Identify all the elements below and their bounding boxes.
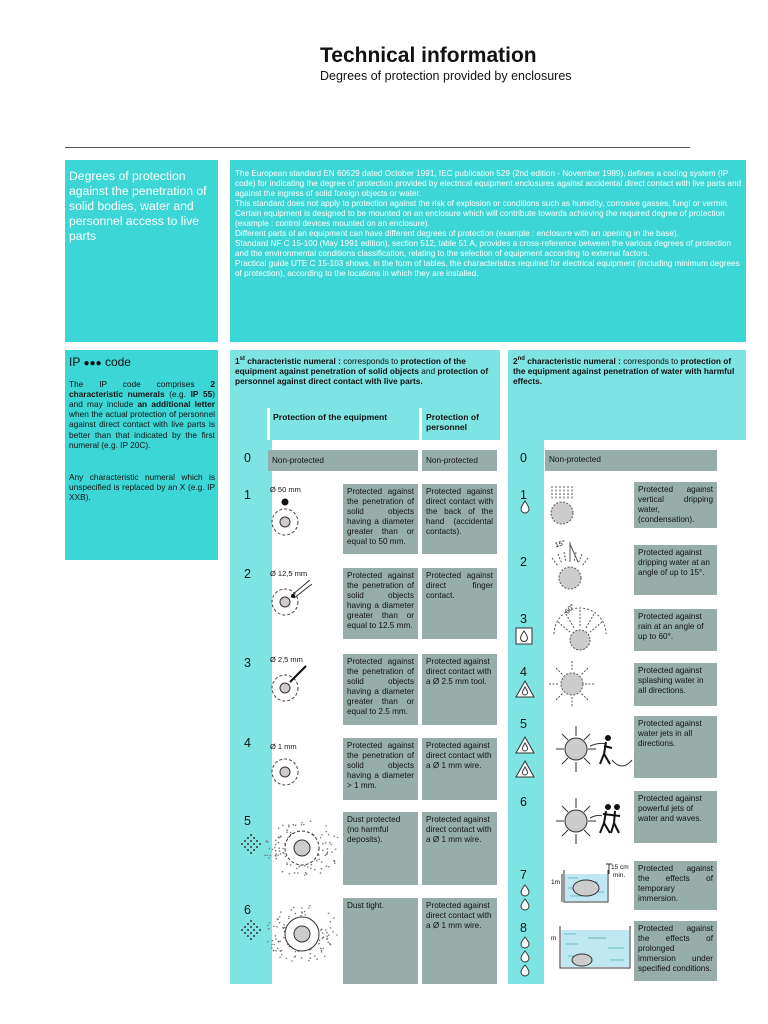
intro-paragraph: This standard does not apply to protection against the risk of explosion or conditions such as humidity, corrosive gasses, fungi or vermin. bbox=[235, 199, 730, 208]
first-numeral: 6 bbox=[244, 903, 251, 917]
splashing-water-diagram bbox=[548, 660, 596, 708]
equipment-protection-cell: Protected against the penetration of solid objects having a diameter greater than or equal to 12.5 mm. bbox=[343, 568, 418, 639]
water-protection-cell: Protected against powerful jets of water and waves. bbox=[634, 791, 717, 843]
diameter-label: Ø 12,5 mm bbox=[270, 569, 308, 578]
personnel-protection-cell: Protected against direct contact with a Ø 1 mm wire. bbox=[422, 812, 497, 885]
jet-triangle-icon bbox=[515, 736, 535, 754]
solid-object-12mm-diagram bbox=[266, 578, 316, 622]
solid-object-50mm-diagram bbox=[266, 494, 310, 538]
personnel-protection-cell: Non-protected bbox=[422, 450, 497, 471]
depth-label: 15 cm bbox=[611, 864, 629, 871]
powerful-jets-diagram bbox=[556, 796, 636, 846]
rain-drop-square-icon bbox=[515, 627, 533, 645]
intro-box bbox=[230, 160, 746, 342]
intro-paragraph: The European standard EN 60529 dated October 1991, IEC publication 529 (2nd edition - November 1989), defines a coding system (IP code) for indicating the degree of protection provided by electrical equipment enclosures against accidental direct contact with live parts and against the ingress of solid foreign objects or water. bbox=[235, 169, 742, 198]
dust-icon bbox=[240, 833, 262, 855]
diameter-label: Ø 1 mm bbox=[270, 742, 297, 751]
second-numeral: 6 bbox=[520, 795, 527, 809]
second-numeral: 1 bbox=[520, 488, 527, 502]
equipment-protection-subheading: Protection of the equipment bbox=[273, 412, 388, 422]
header-rule bbox=[65, 147, 690, 148]
intro-paragraph: Certain equipment is designed to be mounted on an enclosure which will contribute towards achieving the required degree of protection (example : control devices mounted on an enclosure). bbox=[235, 209, 725, 228]
first-numeral: 3 bbox=[244, 656, 251, 670]
intro-paragraph: Different parts of an equipment can have different degrees of protection (example : enclosure with an opening in the base). bbox=[235, 229, 679, 238]
water-drop-icon bbox=[519, 500, 531, 514]
immersion-drops-icon bbox=[519, 884, 531, 912]
water-protection-cell: Non-protected bbox=[545, 450, 717, 471]
divider bbox=[267, 408, 270, 440]
second-numeral: 7 bbox=[520, 868, 527, 882]
angle-label: 60° bbox=[564, 603, 577, 616]
ip-code-description: The IP code comprises 2 characteristic numerals (e.g. IP 55) and may include an additional letter when the actual protection of personnel against direct contact with live parts is better than that indicated by the first numeral (e.g. IP 20C). bbox=[69, 379, 215, 450]
water-protection-cell: Protected against water jets in all directions. bbox=[634, 716, 717, 778]
equipment-protection-cell: Dust tight. bbox=[343, 898, 418, 984]
dust-tight-icon bbox=[240, 919, 262, 941]
second-numeral: 8 bbox=[520, 921, 527, 935]
depth-label: min. bbox=[613, 872, 626, 879]
first-numeral: 2 bbox=[244, 567, 251, 581]
jet-triangle-icon bbox=[515, 760, 535, 778]
section-heading-box bbox=[65, 160, 218, 342]
solid-object-2mm-diagram bbox=[266, 662, 316, 706]
second-numeral-header bbox=[508, 350, 746, 440]
depth-label: 1m bbox=[551, 879, 561, 886]
intro-paragraph: Standard NF C 15-100 (May 1991 edition), section 512, table 51 A, provides a cross-reference between the various degrees of protection and the environmental conditions classification, relating to the selection of equipment according to external factors. bbox=[235, 239, 732, 258]
personnel-protection-cell: Protected against direct contact with a Ø 2.5 mm tool. bbox=[422, 654, 497, 725]
page-subtitle: Degrees of protection provided by enclosures bbox=[320, 69, 572, 83]
equipment-protection-cell: Dust protected (no harmful deposits). bbox=[343, 812, 418, 885]
section-heading: Degrees of protection against the penetration of solid bodies, water and personnel access to live parts bbox=[69, 169, 207, 243]
first-numeral: 0 bbox=[244, 451, 251, 465]
angle-label: 15° bbox=[554, 539, 567, 550]
equipment-protection-cell: Protected against the penetration of solid objects having a diameter greater than or equal to 2.5 mm. bbox=[343, 654, 418, 725]
equipment-protection-cell: Non-protected bbox=[268, 450, 418, 471]
angled-dripping-diagram bbox=[544, 540, 596, 596]
rain-spray-diagram bbox=[544, 600, 616, 658]
prolonged-immersion-diagram bbox=[558, 920, 632, 972]
second-numeral: 3 bbox=[520, 612, 527, 626]
ip-code-note: Any characteristic numeral which is unspecified is replaced by an X (e.g. IP XXB). bbox=[69, 472, 215, 503]
diameter-label: Ø 50 mm bbox=[270, 485, 301, 494]
ip-code-box bbox=[65, 350, 218, 560]
water-protection-cell: Protected against the effects of temporary immersion. bbox=[634, 861, 717, 910]
equipment-protection-cell: Protected against the penetration of solid objects having a diameter greater than or equal to 50 mm. bbox=[343, 484, 418, 554]
water-jets-diagram bbox=[556, 724, 636, 776]
page-title: Technical information bbox=[320, 44, 537, 67]
second-numeral: 4 bbox=[520, 665, 527, 679]
intro-paragraph: Practical guide UTE C 15-103 shows, in the form of tables, the characteristics required for electrical equipment (including minimum degrees of protection), according to the locations in which they are installed. bbox=[235, 259, 740, 278]
second-numeral: 2 bbox=[520, 555, 527, 569]
water-protection-cell: Protected against dripping water at an angle of up to 15°. bbox=[634, 545, 717, 595]
ip-prefix: IP bbox=[69, 355, 81, 369]
divider bbox=[419, 408, 422, 440]
personnel-protection-cell: Protected against direct contact with a Ø 1 mm wire. bbox=[422, 738, 497, 800]
first-numeral-description: 1st characteristic numeral : corresponds to protection of the equipment against penetration of solid objects and protection of personnel against direct contact with live parts. bbox=[235, 356, 489, 387]
water-protection-cell: Protected against the effects of prolonged immersion under specified conditions. bbox=[634, 921, 717, 981]
water-protection-cell: Protected against vertical dripping water, (condensation). bbox=[634, 482, 717, 528]
second-numeral: 0 bbox=[520, 451, 527, 465]
prolonged-immersion-drops-icon bbox=[519, 936, 531, 980]
ip-code-heading bbox=[69, 355, 131, 369]
water-protection-cell: Protected against splashing water in all directions. bbox=[634, 663, 717, 706]
second-numeral-description: 2nd characteristic numeral : corresponds to protection of the equipment against penetration of water with harmful effects. bbox=[513, 356, 735, 387]
ip-suffix: code bbox=[104, 355, 131, 369]
vertical-dripping-diagram bbox=[546, 484, 586, 528]
temporary-immersion-diagram bbox=[560, 862, 612, 906]
first-numeral: 4 bbox=[244, 736, 251, 750]
first-numeral-header bbox=[230, 350, 500, 440]
personnel-protection-cell: Protected against direct finger contact. bbox=[422, 568, 497, 639]
personnel-protection-cell: Protected against direct contact with the back of the hand (accidental contacts). bbox=[422, 484, 497, 554]
diameter-label: Ø 2,5 mm bbox=[270, 655, 303, 664]
splash-triangle-icon bbox=[515, 680, 535, 698]
equipment-protection-cell: Protected against the penetration of solid objects having a diameter > 1 mm. bbox=[343, 738, 418, 800]
depth-label: m bbox=[551, 935, 557, 942]
second-numeral: 5 bbox=[520, 717, 527, 731]
dust-tight-diagram bbox=[264, 904, 340, 962]
dust-protected-diagram bbox=[264, 818, 340, 876]
personnel-protection-subheading: Protection of personnel bbox=[426, 412, 479, 433]
solid-object-1mm-diagram bbox=[266, 750, 310, 794]
ip-dots: ●●● bbox=[83, 358, 102, 369]
first-numeral: 5 bbox=[244, 814, 251, 828]
water-protection-cell: Protected against rain at an angle of up to 60°. bbox=[634, 609, 717, 651]
personnel-protection-cell: Protected against direct contact with a Ø 1 mm wire. bbox=[422, 898, 497, 984]
first-numeral: 1 bbox=[244, 488, 251, 502]
